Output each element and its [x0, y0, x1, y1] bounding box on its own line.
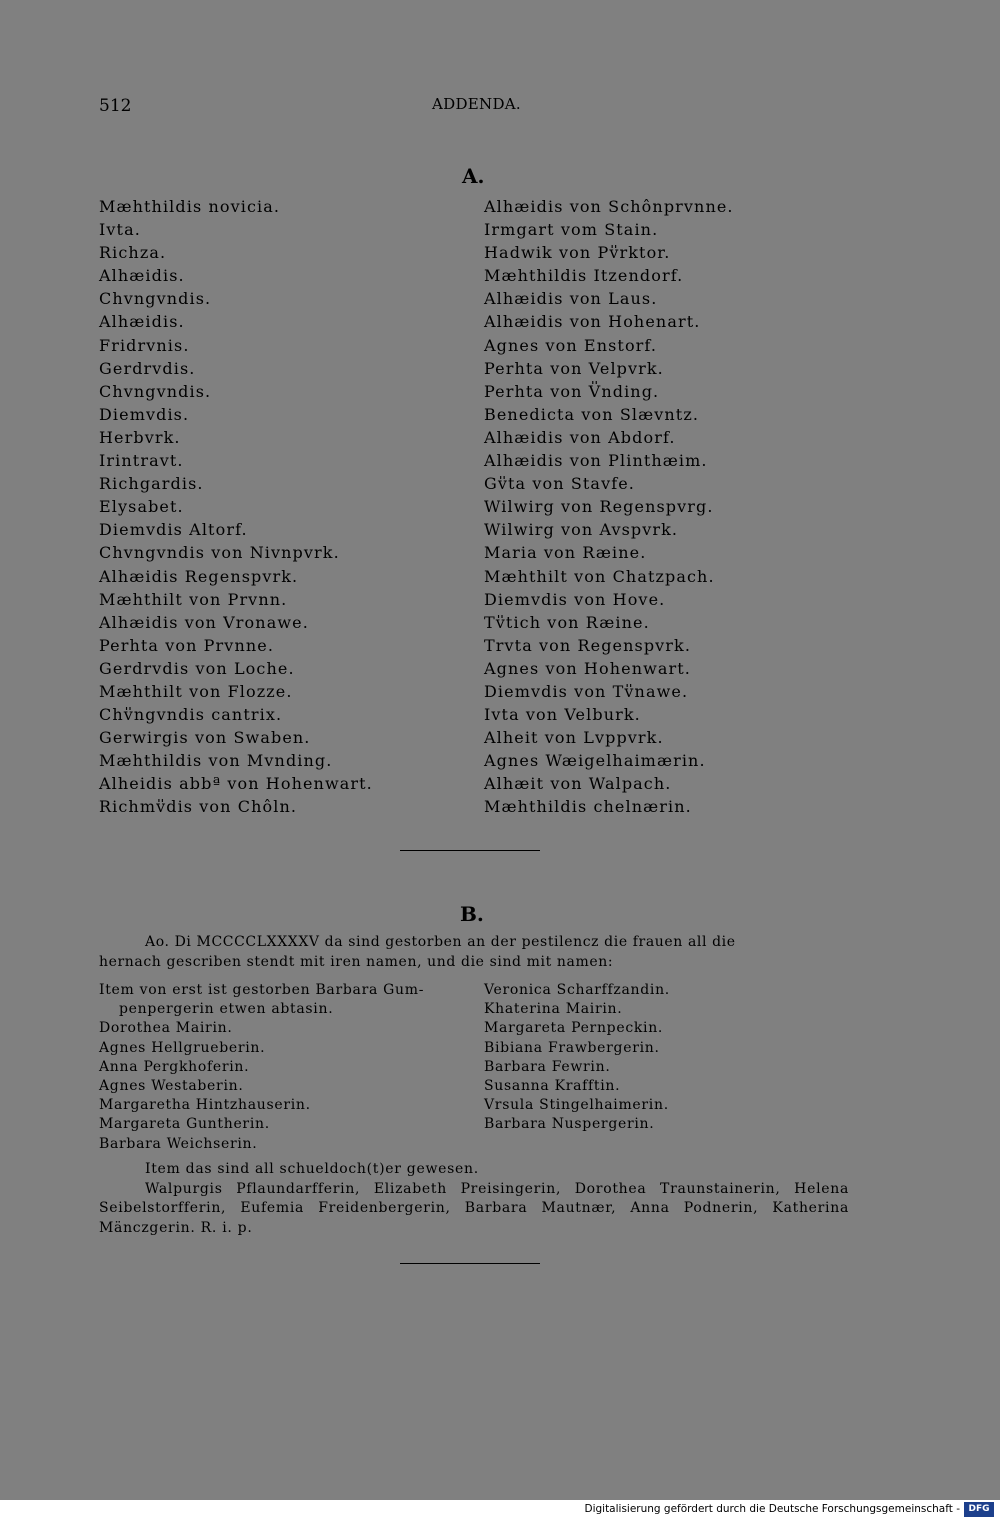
name-entry: Gerdrvdis von Loche. — [99, 658, 295, 678]
name-entry: Irintravt. — [99, 451, 184, 471]
name-entry: Herbvrk. — [99, 427, 181, 447]
name-entry: Diemvdis von Hove. — [484, 589, 666, 609]
name-entry: Perhta von Prvnne. — [99, 635, 275, 655]
name-entry: Tv̎tich von Ræine. — [484, 612, 650, 632]
section-a-heading: A. — [462, 164, 485, 188]
name-entry: Diemvdis. — [99, 404, 190, 424]
name-entry: Alheidis abbª von Hohenwart. — [99, 774, 373, 794]
deceased-entry: Agnes Hellgrueberin. — [99, 1039, 266, 1056]
deceased-entry: Susanna Krafftin. — [484, 1077, 621, 1094]
name-entry: Hadwik von Pv̎rktor. — [484, 243, 671, 263]
deceased-entry: Barbara Fewrin. — [484, 1058, 611, 1075]
deceased-entry: Bibiana Frawbergerin. — [484, 1039, 660, 1056]
name-entry: Alhæidis Regenspvrk. — [99, 566, 299, 586]
deceased-entry: Margareta Guntherin. — [99, 1116, 270, 1133]
name-entry: Alhæit von Walpach. — [484, 774, 672, 794]
name-entry: Agnes Wæigelhaimærin. — [484, 751, 706, 771]
name-entry: Chvngvndis. — [99, 381, 212, 401]
name-entry: Benedicta von Slævntz. — [484, 404, 700, 424]
closing-line: Item das sind all schueldoch(t)er gewesen. — [145, 1161, 479, 1177]
name-entry: Mæhthilt von Flozze. — [99, 681, 293, 701]
name-entry: Alhæidis von Schônprvnne. — [484, 197, 734, 216]
name-entry: Alheit von Lvppvrk. — [484, 728, 664, 748]
name-entry: Chv̎ngvndis cantrix. — [99, 705, 283, 725]
section-a-left-column — [99, 195, 373, 819]
intro-line-1: Ao. Di MCCCCLXXXXV da sind gestorben an der pestilencz die frauen all die — [145, 934, 736, 950]
name-entry: Alhæidis von Vronawe. — [99, 612, 309, 632]
deceased-entry: Dorothea Mairin. — [99, 1020, 233, 1037]
name-entry: Wilwirg von Avspvrk. — [484, 520, 679, 540]
name-entry: Gerwirgis von Swaben. — [99, 728, 311, 748]
footer-credit: Digitalisierung gefördert durch die Deutsche Forschungsgemeinschaft - — [584, 1503, 960, 1515]
section-b-closing — [99, 1160, 849, 1238]
divider-rule — [400, 850, 540, 851]
section-b-right-column — [484, 981, 670, 1135]
deceased-entry: Barbara Weichserin. — [99, 1135, 258, 1152]
name-entry: Trvta von Regenspvrk. — [484, 635, 692, 655]
name-entry: Alhæidis. — [99, 312, 185, 332]
name-entry: Diemvdis Altorf. — [99, 520, 248, 540]
closing-paragraph: Walpurgis Pflaundarfferin, Elizabeth Preisingerin, Dorothea Traunstainerin, Helena Seibelstorfferin, Eufemia Freidenbergerin, Barbara Mautnær, Anna Podnerin, Katherina Mänczgerin. R. i. p. — [99, 1180, 849, 1236]
name-entry: Alhæidis von Plinthæim. — [484, 451, 708, 471]
dfg-logo: DFG — [964, 1502, 994, 1517]
section-a-right-column — [484, 195, 734, 819]
name-entry: Diemvdis von Tv̎nawe. — [484, 681, 689, 701]
name-entry: Agnes von Hohenwart. — [484, 658, 691, 678]
name-entry: Gv̎ta von Stavfe. — [484, 474, 635, 494]
name-entry: Richgardis. — [99, 474, 204, 494]
name-entry: Mæhthildis Itzendorf. — [484, 266, 684, 286]
deceased-entry: Anna Pergkhoferin. — [99, 1058, 250, 1075]
name-entry: Mæhthilt von Prvnn. — [99, 589, 288, 609]
name-entry: Richmv̎dis von Chôln. — [99, 797, 298, 817]
section-b-heading: B. — [460, 902, 484, 926]
name-entry: Mæhthildis von Mvnding. — [99, 751, 333, 771]
name-entry: Gerdrvdis. — [99, 358, 196, 378]
name-entry: Richza. — [99, 243, 167, 263]
name-entry: Irmgart vom Stain. — [484, 220, 659, 240]
name-entry: Ivta. — [99, 220, 141, 240]
name-entry: Agnes von Enstorf. — [484, 335, 658, 355]
name-entry: Wilwirg von Regenspvrg. — [484, 497, 714, 517]
name-entry: Mæhthilt von Chatzpach. — [484, 566, 715, 586]
deceased-entry: Margaretha Hintzhauserin. — [99, 1097, 311, 1114]
name-entry: Elysabet. — [99, 497, 184, 517]
name-entry: Chvngvndis. — [99, 289, 212, 309]
deceased-entry: Item von erst ist gestorben Barbara Gum- — [99, 982, 425, 998]
name-entry: Perhta von V̎nding. — [484, 381, 660, 401]
name-entry: Alhæidis von Hohenart. — [484, 312, 701, 332]
section-b-left-column — [99, 981, 424, 1154]
name-entry: Mæhthildis chelnærin. — [484, 797, 692, 817]
name-entry: Alhæidis von Abdorf. — [484, 427, 676, 447]
intro-line-2: hernach gescriben stendt mit iren namen, und die sind mit namen: — [99, 954, 614, 970]
name-entry: Alhæidis von Laus. — [484, 289, 658, 309]
name-entry: Chvngvndis von Nivnpvrk. — [99, 543, 340, 563]
name-entry: Maria von Ræine. — [484, 543, 647, 563]
deceased-entry: Veronica Scharffzandin. — [484, 982, 670, 998]
page-number: 512 — [99, 96, 132, 116]
deceased-entry: Barbara Nuspergerin. — [484, 1116, 655, 1133]
name-entry: Alhæidis. — [99, 266, 185, 286]
deceased-entry: penpergerin etwen abtasin. — [119, 1001, 334, 1018]
name-entry: Perhta von Velpvrk. — [484, 358, 664, 378]
deceased-entry: Margareta Pernpeckin. — [484, 1020, 664, 1037]
name-entry: Mæhthildis novicia. — [99, 197, 281, 216]
running-head: ADDENDA. — [432, 95, 521, 113]
deceased-entry: Vrsula Stingelhaimerin. — [484, 1097, 669, 1114]
name-entry: Ivta von Velburk. — [484, 705, 641, 725]
name-entry: Fridrvnis. — [99, 335, 190, 355]
deceased-entry: Khaterina Mairin. — [484, 1001, 623, 1018]
deceased-entry: Agnes Westaberin. — [99, 1077, 244, 1094]
section-b-intro — [99, 932, 849, 972]
footer-bar — [0, 1500, 1000, 1520]
divider-rule-bottom — [400, 1263, 540, 1264]
